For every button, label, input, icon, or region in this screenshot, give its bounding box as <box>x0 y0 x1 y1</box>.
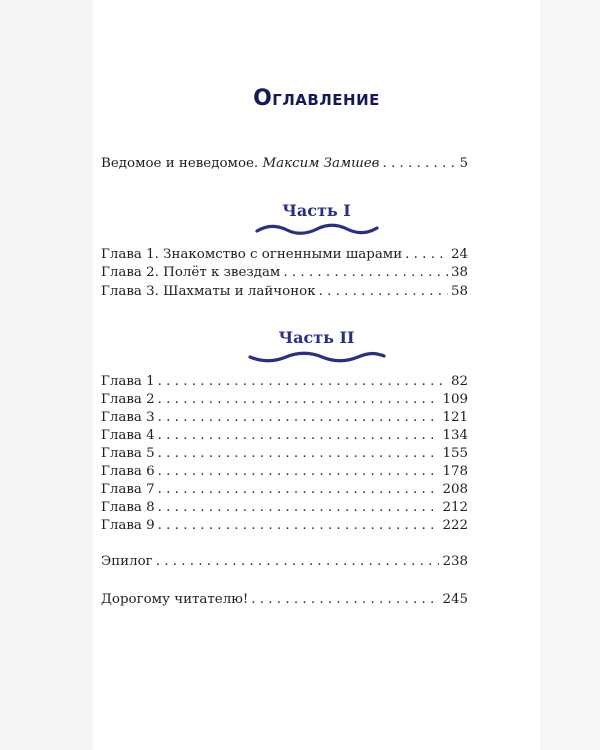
toc-entry-page: 212 <box>442 500 468 515</box>
leader-dots <box>158 373 448 390</box>
toc-entry-label: Глава 6 <box>101 464 155 479</box>
toc-entry-page: 208 <box>442 482 468 497</box>
toc-entry-part2-ch8[interactable] <box>101 499 468 516</box>
leader-dots <box>158 409 440 426</box>
toc-entry-label: Глава 1. Знакомство с огненными шарами <box>101 247 403 262</box>
leader-dots <box>156 553 440 570</box>
leader-dots <box>382 155 456 172</box>
leader-dots <box>405 246 448 263</box>
toc-entry-label: Глава 1 <box>101 374 155 389</box>
toc-entry-label: Дорогому читателю! <box>101 592 249 607</box>
toc-entry-page: 24 <box>450 247 468 262</box>
toc-page <box>93 0 540 750</box>
toc-entry-page: 38 <box>450 265 468 280</box>
toc-entry-label: Глава 2 <box>101 392 155 407</box>
toc-entry-part1-ch2[interactable] <box>101 264 468 281</box>
wave-ornament <box>248 350 386 364</box>
leader-dots <box>251 591 439 608</box>
toc-entry-label: Глава 7 <box>101 482 155 497</box>
leader-dots <box>158 517 440 534</box>
toc-entry-part2-ch9[interactable] <box>101 517 468 534</box>
toc-entry-page: 245 <box>442 592 468 607</box>
toc-entry-page: 121 <box>442 410 468 425</box>
intro-author: Максим Замшев <box>262 156 380 171</box>
part-heading-1: Часть I <box>282 201 351 220</box>
toc-entry-label: Глава 3. Шахматы и лайчонок <box>101 284 316 299</box>
toc-entry-part1-ch3[interactable] <box>101 283 468 300</box>
toc-entry-label <box>101 155 379 172</box>
toc-entry-page: 178 <box>442 464 468 479</box>
leader-dots <box>158 463 440 480</box>
leader-dots <box>158 391 440 408</box>
toc-entry-part2-ch5[interactable] <box>101 445 468 462</box>
toc-entry-page: 109 <box>442 392 468 407</box>
toc-entry-part2-ch1[interactable] <box>101 373 468 390</box>
toc-entry-epilogue[interactable] <box>101 553 468 570</box>
toc-entry-label: Глава 3 <box>101 410 155 425</box>
toc-entry-part2-ch4[interactable] <box>101 427 468 444</box>
toc-entry-page: 155 <box>442 446 468 461</box>
toc-entry-part1-ch1[interactable] <box>101 246 468 263</box>
toc-entry-part2-ch3[interactable] <box>101 409 468 426</box>
leader-dots <box>158 481 440 498</box>
toc-entry-part2-ch7[interactable] <box>101 481 468 498</box>
toc-entry-page: 5 <box>459 156 468 171</box>
right-page-margin <box>540 0 600 750</box>
left-page-margin <box>0 0 93 750</box>
toc-entry-page: 58 <box>450 284 468 299</box>
toc-entry-page: 222 <box>442 518 468 533</box>
toc-entry-page: 238 <box>442 554 468 569</box>
leader-dots <box>158 445 440 462</box>
intro-title: Ведомое и неведомое. <box>101 156 259 171</box>
toc-entry-label: Глава 5 <box>101 446 155 461</box>
page-title: Оглавление <box>253 86 380 111</box>
part-heading-2: Часть II <box>278 328 355 347</box>
toc-entry-label: Глава 4 <box>101 428 155 443</box>
toc-entry-reader[interactable] <box>101 591 468 608</box>
toc-entry-page: 134 <box>442 428 468 443</box>
leader-dots <box>283 264 448 281</box>
toc-entry-label: Глава 9 <box>101 518 155 533</box>
toc-entry-part2-ch6[interactable] <box>101 463 468 480</box>
toc-entry-label: Глава 8 <box>101 500 155 515</box>
toc-entry-part2-ch2[interactable] <box>101 391 468 408</box>
leader-dots <box>158 499 440 516</box>
toc-entry-label: Эпилог <box>101 554 153 569</box>
leader-dots <box>158 427 440 444</box>
toc-entry-intro[interactable] <box>101 155 468 172</box>
leader-dots <box>319 283 448 300</box>
toc-entry-label: Глава 2. Полёт к звездам <box>101 265 281 280</box>
wave-ornament <box>255 222 379 236</box>
toc-entry-page: 82 <box>450 374 468 389</box>
